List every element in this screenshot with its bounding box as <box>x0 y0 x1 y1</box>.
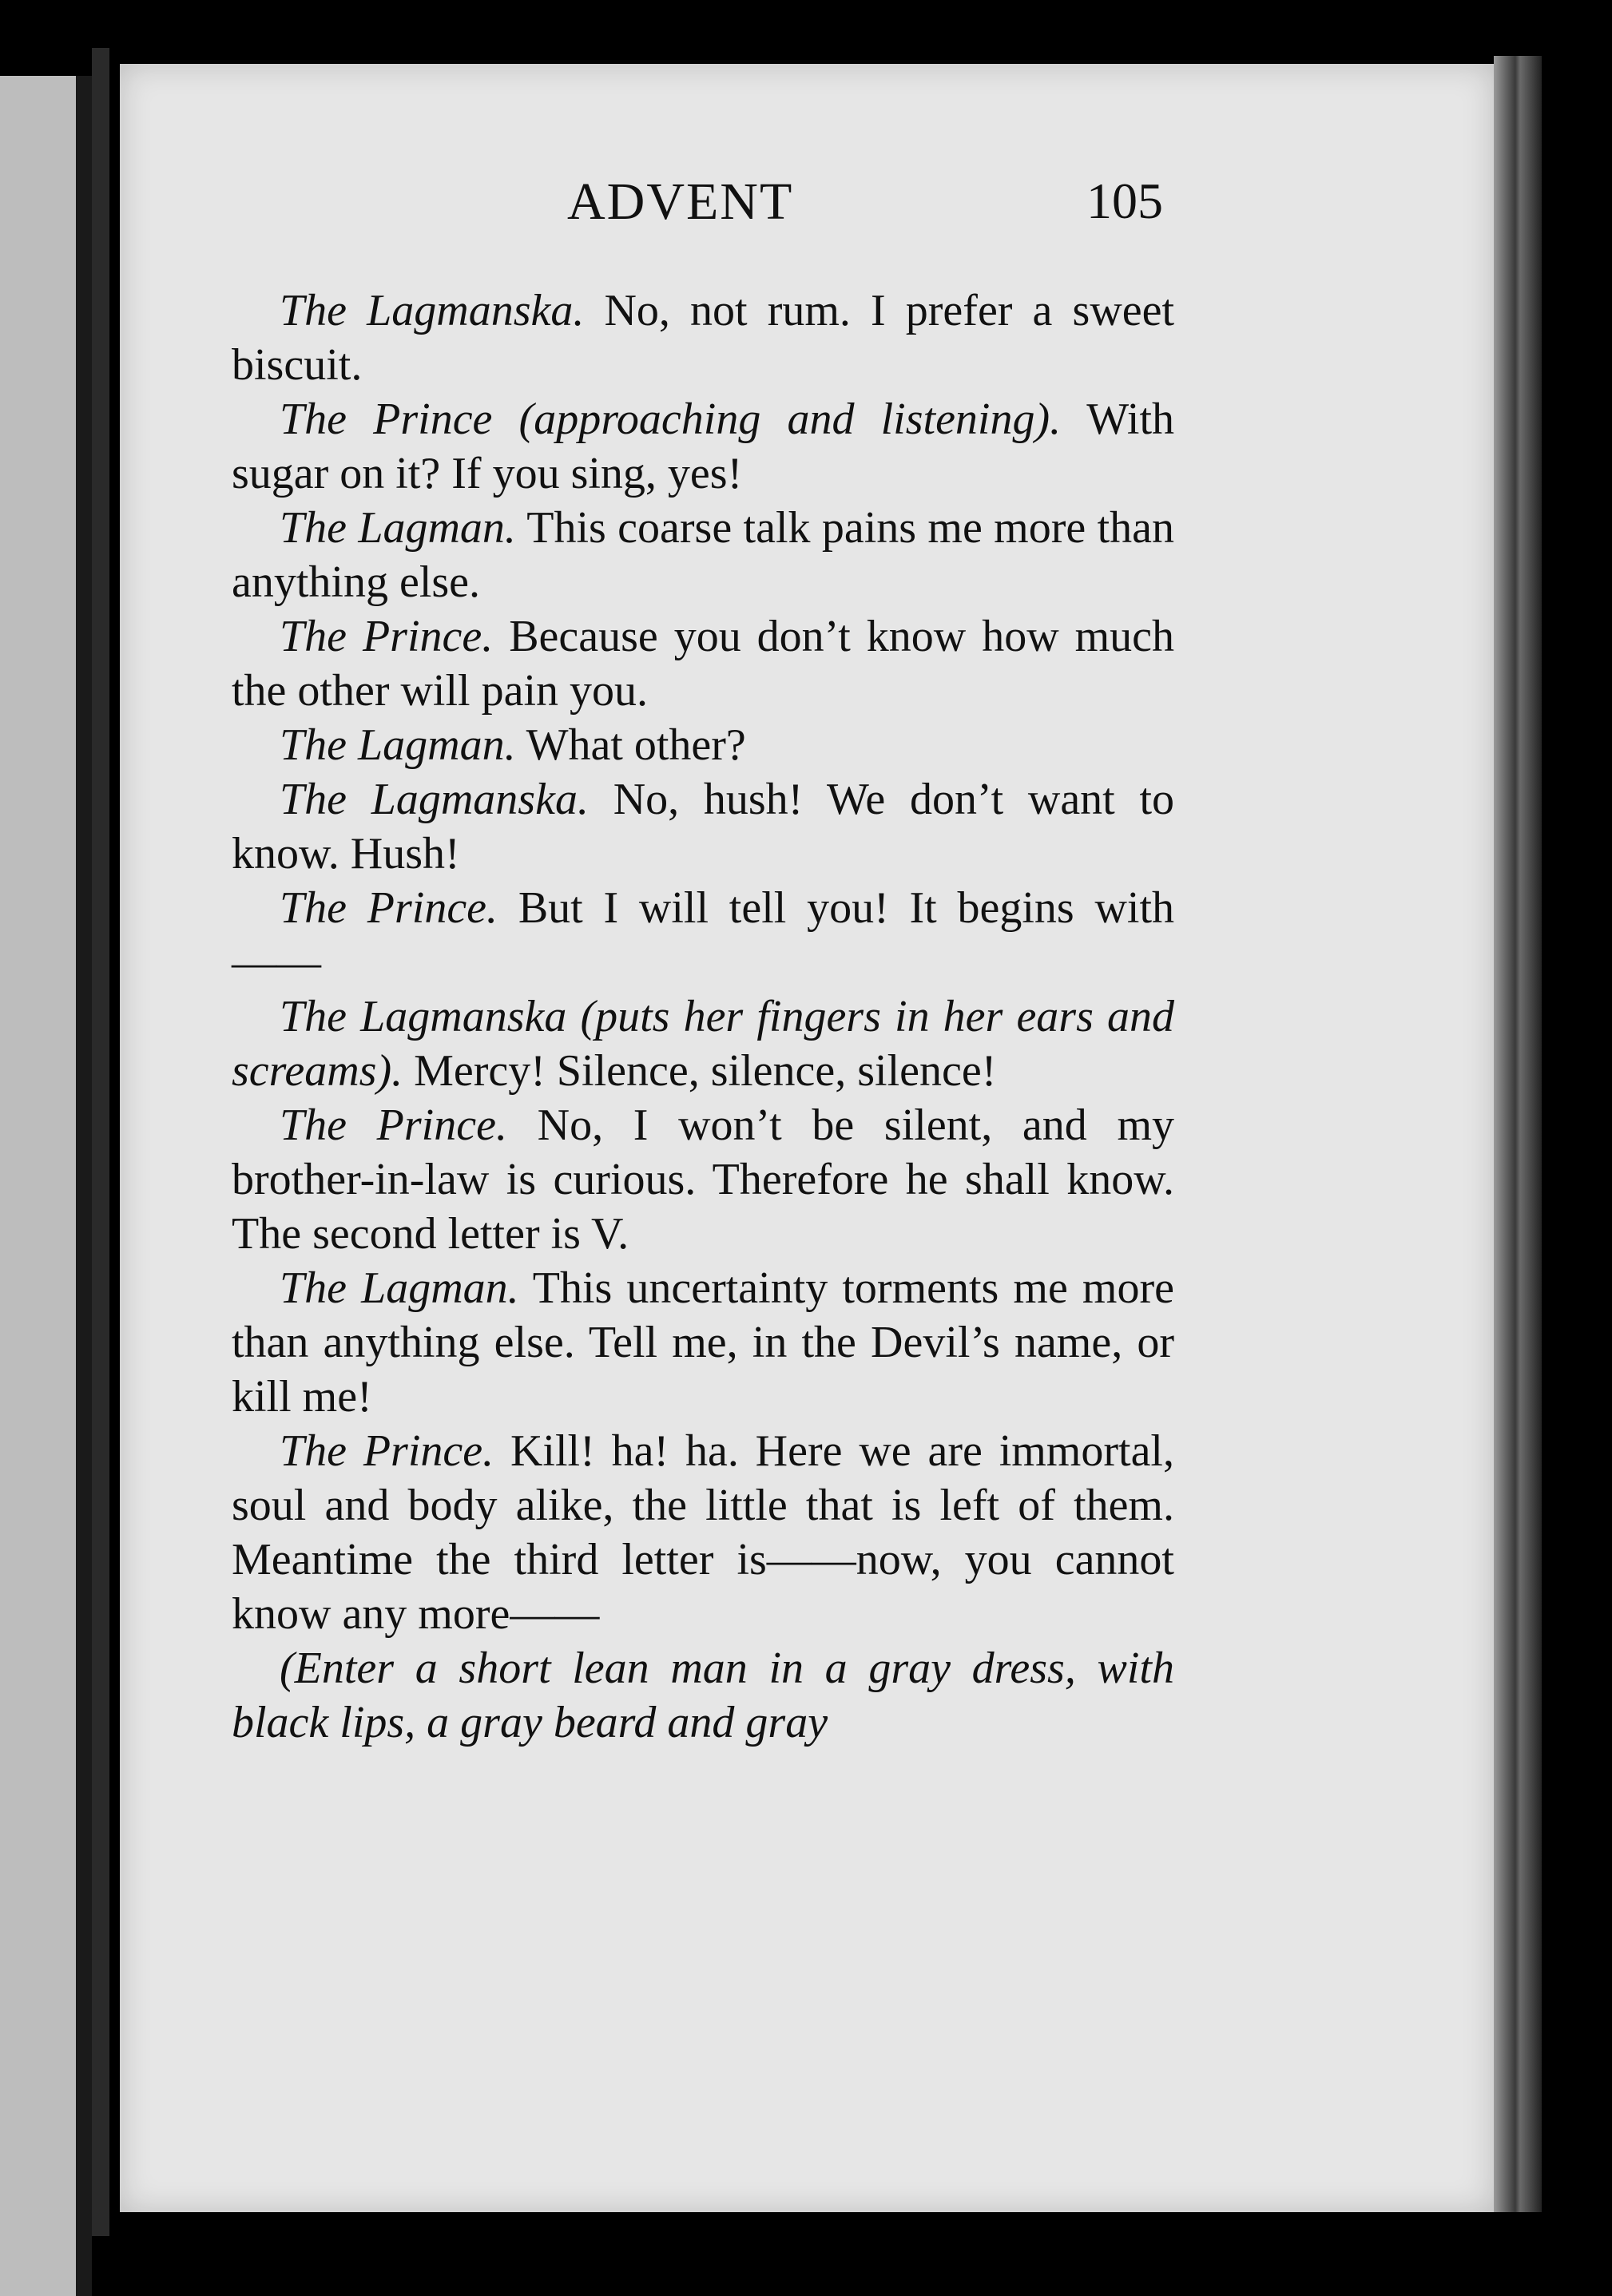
speech-text: No, hush! We don’t want to know. Hush! <box>232 775 1175 878</box>
speaker-name: The Prince. <box>280 1100 507 1150</box>
speech-paragraph <box>232 284 1174 392</box>
right-book-edge <box>1494 56 1542 2212</box>
speech-paragraph <box>232 1424 1174 1641</box>
page-body <box>232 284 1174 1750</box>
speech-paragraph <box>232 1098 1174 1261</box>
speech-text: Because you don’t know how much the other will pain you. <box>232 612 1175 716</box>
spine <box>92 48 109 2236</box>
speech-paragraph <box>232 772 1174 881</box>
speaker-name: The Prince. <box>280 883 498 933</box>
speech-paragraph <box>232 501 1174 609</box>
speech-text: With sugar on it? If you sing, yes! <box>232 395 1175 498</box>
speaker-name: The Lagman. <box>280 1263 519 1313</box>
speaker-name: The Lagman. <box>280 503 516 553</box>
speech-text: This uncertainty torments me more than anything else. Tell me, in the Devil’s name, or kill me! <box>232 1263 1174 1422</box>
speech-text: But I will tell you! It begins with—— <box>232 883 1174 987</box>
speech-paragraph <box>232 881 1174 989</box>
speech-text: No, I won’t be silent, and my brother-in-law is curious. Therefore he shall know. The second letter is V. <box>232 1100 1175 1259</box>
page-number: 105 <box>1086 172 1163 229</box>
speaker-name: The Prince. <box>280 1426 494 1476</box>
speech-text: This coarse talk pains me more than anything else. <box>232 503 1174 607</box>
speech-paragraph <box>232 989 1174 1098</box>
running-head: ADVENT <box>567 172 794 231</box>
speech-paragraph <box>232 1261 1174 1424</box>
speech-text: Mercy! Silence, silence, silence! <box>414 1046 997 1096</box>
speech-paragraph <box>232 609 1174 718</box>
speech-text: Kill! ha! ha. Here we are immortal, soul and body alike, the little that is left of them. Meantime the third letter is——now, you cannot know any more—— <box>232 1426 1174 1639</box>
stage-direction: (Enter a short lean man in a gray dress, with black lips, a gray beard and gray <box>232 1644 1174 1747</box>
speech-text: No, not rum. I prefer a sweet biscuit. <box>232 286 1175 390</box>
left-page-edge <box>0 76 76 2296</box>
speaker-name: The Lagmanska (puts her fingers in her ears and screams). <box>232 992 1174 1096</box>
speech-paragraph <box>232 392 1174 501</box>
speaker-name: The Lagmanska. <box>280 286 585 335</box>
speech-text: What other? <box>526 720 746 770</box>
gutter <box>76 76 92 2296</box>
speaker-name: The Prince (approaching and listening). <box>280 395 1062 444</box>
speaker-name: The Lagman. <box>280 720 516 770</box>
speech-paragraph <box>232 718 1174 772</box>
speaker-name: The Prince. <box>280 612 494 661</box>
speaker-name: The Lagmanska. <box>280 775 589 824</box>
page-header <box>0 172 1612 236</box>
